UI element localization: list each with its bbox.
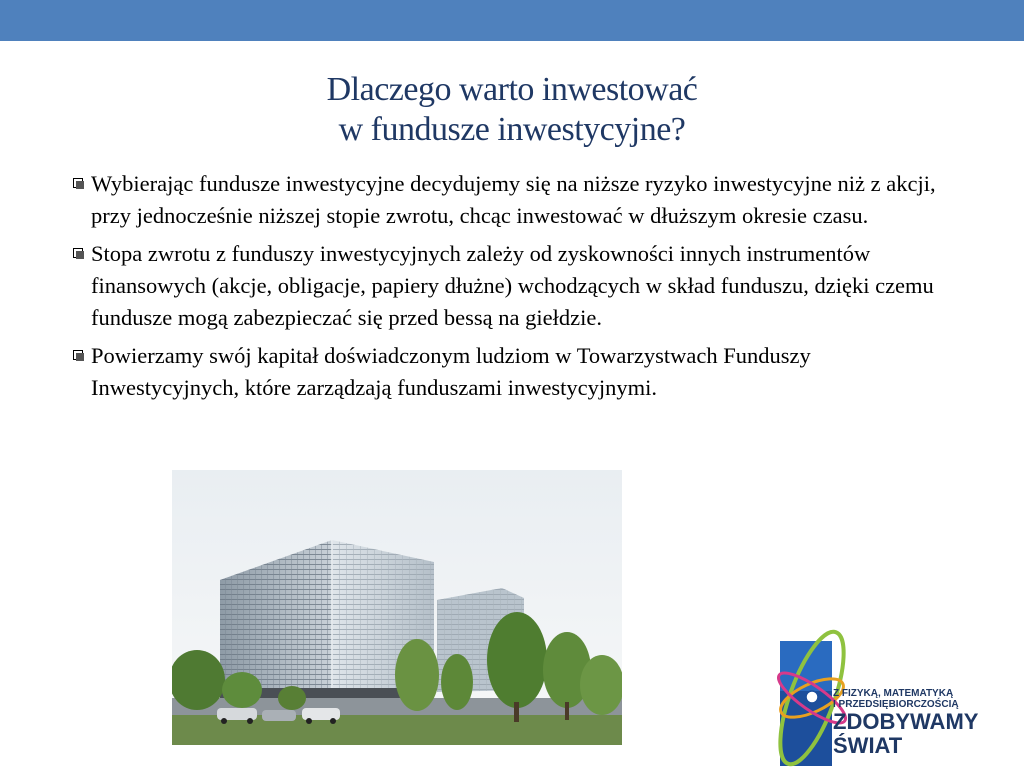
slide-title-line-2: w fundusze inwestycyjne? bbox=[338, 111, 686, 148]
bullet-item bbox=[72, 340, 962, 404]
bullet-text: Powierzamy swój kapitał doświadczonym ludziom w Towarzystwach Funduszy Inwestycyjnych, które zarządzają funduszami inwestycyjnymi. bbox=[91, 343, 811, 400]
checkbox-bullet-icon bbox=[73, 248, 83, 258]
bullet-text: Wybierając fundusze inwestycyjne decydujemy się na niższe ryzyko inwestycyjne niż z akcji, przy jednocześnie niższej stopie zwrotu, chcąc inwestować w dłuższym okresie czasu. bbox=[91, 171, 936, 228]
slide-title-line-1: Dlaczego warto inwestować bbox=[326, 71, 698, 108]
checkbox-bullet-icon bbox=[73, 178, 83, 188]
logo-line-4: ŚWIAT bbox=[833, 733, 903, 758]
logo-line-2: I PRZEDSIĘBIORCZOŚCIĄ bbox=[833, 699, 959, 710]
bullet-list bbox=[72, 168, 962, 410]
logo-line-1: Z FIZYKĄ, MATEMATYKĄ bbox=[833, 688, 954, 699]
top-accent-bar bbox=[0, 0, 1024, 41]
bullet-text: Stopa zwrotu z funduszy inwestycyjnych zależy od zyskowności innych instrumentów finansowych (akcje, obligacje, papiery dłużne) wchodzących w skład funduszu, dzięki czemu fundusze mogą zabezpieczać się przed bessą na giełdzie. bbox=[91, 241, 934, 330]
office-building-photo bbox=[172, 470, 622, 745]
checkbox-bullet-icon bbox=[73, 350, 83, 360]
logo-line-3: ZDOBYWAMY bbox=[833, 709, 979, 734]
slide-title bbox=[200, 70, 824, 150]
bullet-item bbox=[72, 168, 962, 232]
bullet-item bbox=[72, 238, 962, 334]
